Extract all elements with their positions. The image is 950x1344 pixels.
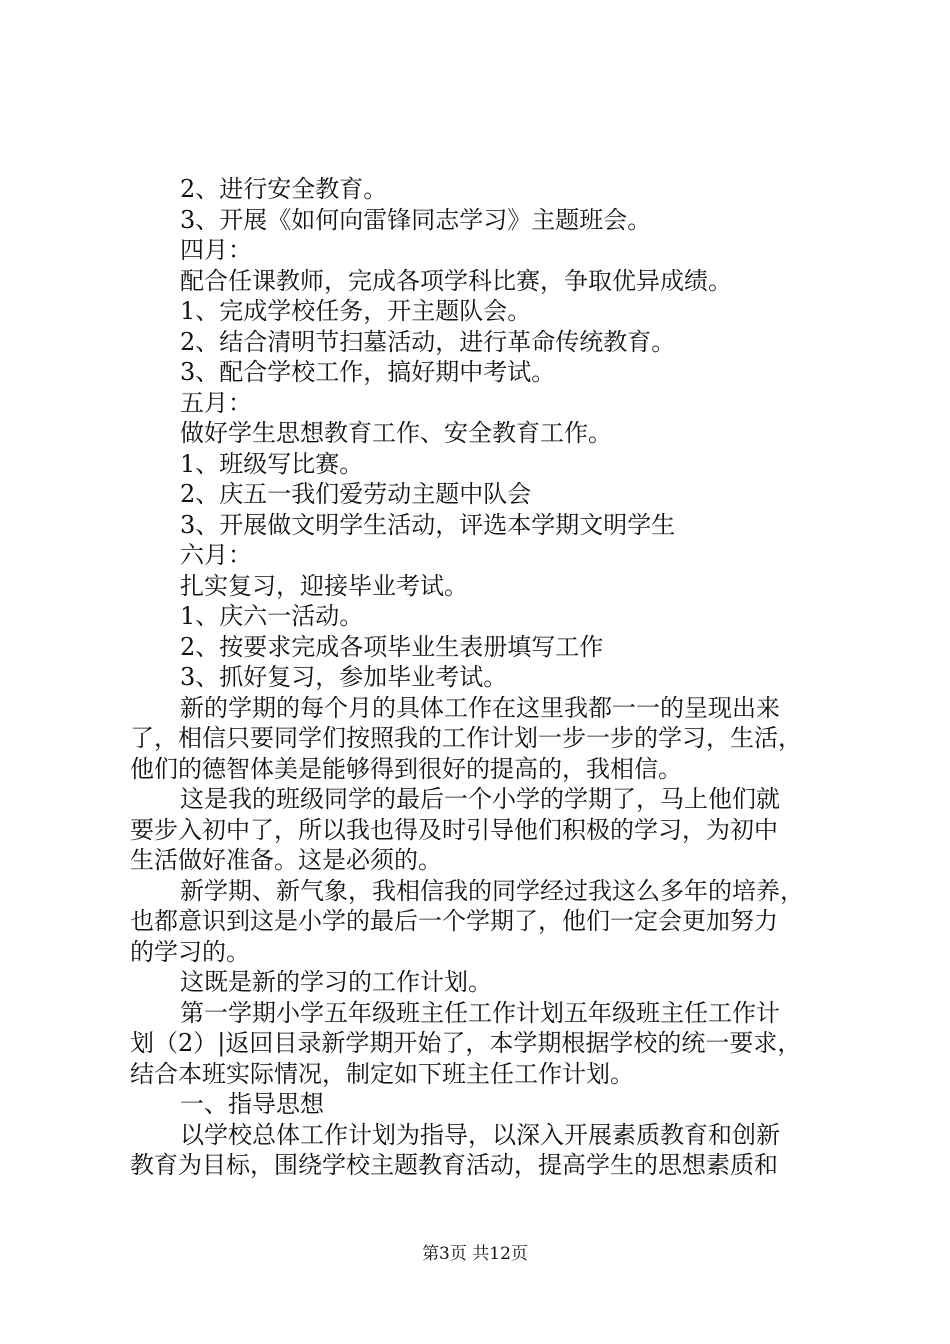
text-line: 2、进行安全教育。 <box>180 175 388 203</box>
document-body <box>130 174 830 1181</box>
text-line: 做好学生思想教育工作、安全教育工作。 <box>180 419 612 447</box>
text-line: 了，相信只要同学们按照我的工作计划一步一步的学习，生活， <box>130 724 802 752</box>
text-line: 第一学期小学五年级班主任工作计划五年级班主任工作计 <box>180 998 780 1027</box>
text-line: 要步入初中了，所以我也得及时引导他们积极的学习，为初中 <box>130 815 778 844</box>
text-line: 教育为目标，围绕学校主题教育活动，提高学生的思想素质和 <box>130 1151 778 1179</box>
page-footer: 第3页 共12页 <box>422 1244 528 1264</box>
text-line: 3、开展做文明学生活动，评选本学期文明学生 <box>180 510 676 539</box>
text-line: 配合任课教师，完成各项学科比赛，争取优异成绩。 <box>180 266 732 295</box>
text-line: 3、配合学校工作，搞好期中考试。 <box>180 358 556 386</box>
text-line: 这是我的班级同学的最后一个小学的学期了，马上他们就 <box>180 785 780 813</box>
text-line: 1、庆六一活动。 <box>180 602 364 630</box>
text-line: 3、开展《如何向雷锋同志学习》主题班会。 <box>180 205 652 234</box>
text-line: 新的学期的每个月的具体工作在这里我都一一的呈现出来 <box>180 693 780 722</box>
text-line: 新学期、新气象，我相信我的同学经过我这么多年的培养， <box>180 876 804 905</box>
text-line: 结合本班实际情况，制定如下班主任工作计划。 <box>130 1059 634 1088</box>
text-line: 六月： <box>180 541 252 569</box>
text-line: 的学习的。 <box>130 937 250 966</box>
text-line: 以学校总体工作计划为指导，以深入开展素质教育和创新 <box>180 1120 780 1149</box>
text-line: 3、抓好复习，参加毕业考试。 <box>180 663 508 691</box>
text-line: 划（2）|返回目录新学期开始了，本学期根据学校的统一要求， <box>130 1029 802 1057</box>
text-line: 2、结合清明节扫墓活动，进行革命传统教育。 <box>180 327 676 356</box>
text-line: 一、指导思想 <box>180 1090 324 1118</box>
text-line: 他们的德智体美是能够得到很好的提高的，我相信。 <box>130 754 682 783</box>
text-line: 2、按要求完成各项毕业生表册填写工作 <box>180 632 604 661</box>
text-line: 生活做好准备。这是必须的。 <box>130 846 442 874</box>
text-line: 也都意识到这是小学的最后一个学期了，他们一定会更加努力 <box>130 907 778 935</box>
text-line: 扎实复习，迎接毕业考试。 <box>180 571 468 600</box>
text-line: 五月： <box>180 388 252 417</box>
text-line: 这既是新的学习的工作计划。 <box>180 968 492 996</box>
text-line: 2、庆五一我们爱劳动主题中队会 <box>180 480 532 508</box>
text-line: 四月： <box>180 236 252 264</box>
text-line: 1、班级写比赛。 <box>180 449 364 478</box>
text-line: 1、完成学校任务，开主题队会。 <box>180 297 532 325</box>
